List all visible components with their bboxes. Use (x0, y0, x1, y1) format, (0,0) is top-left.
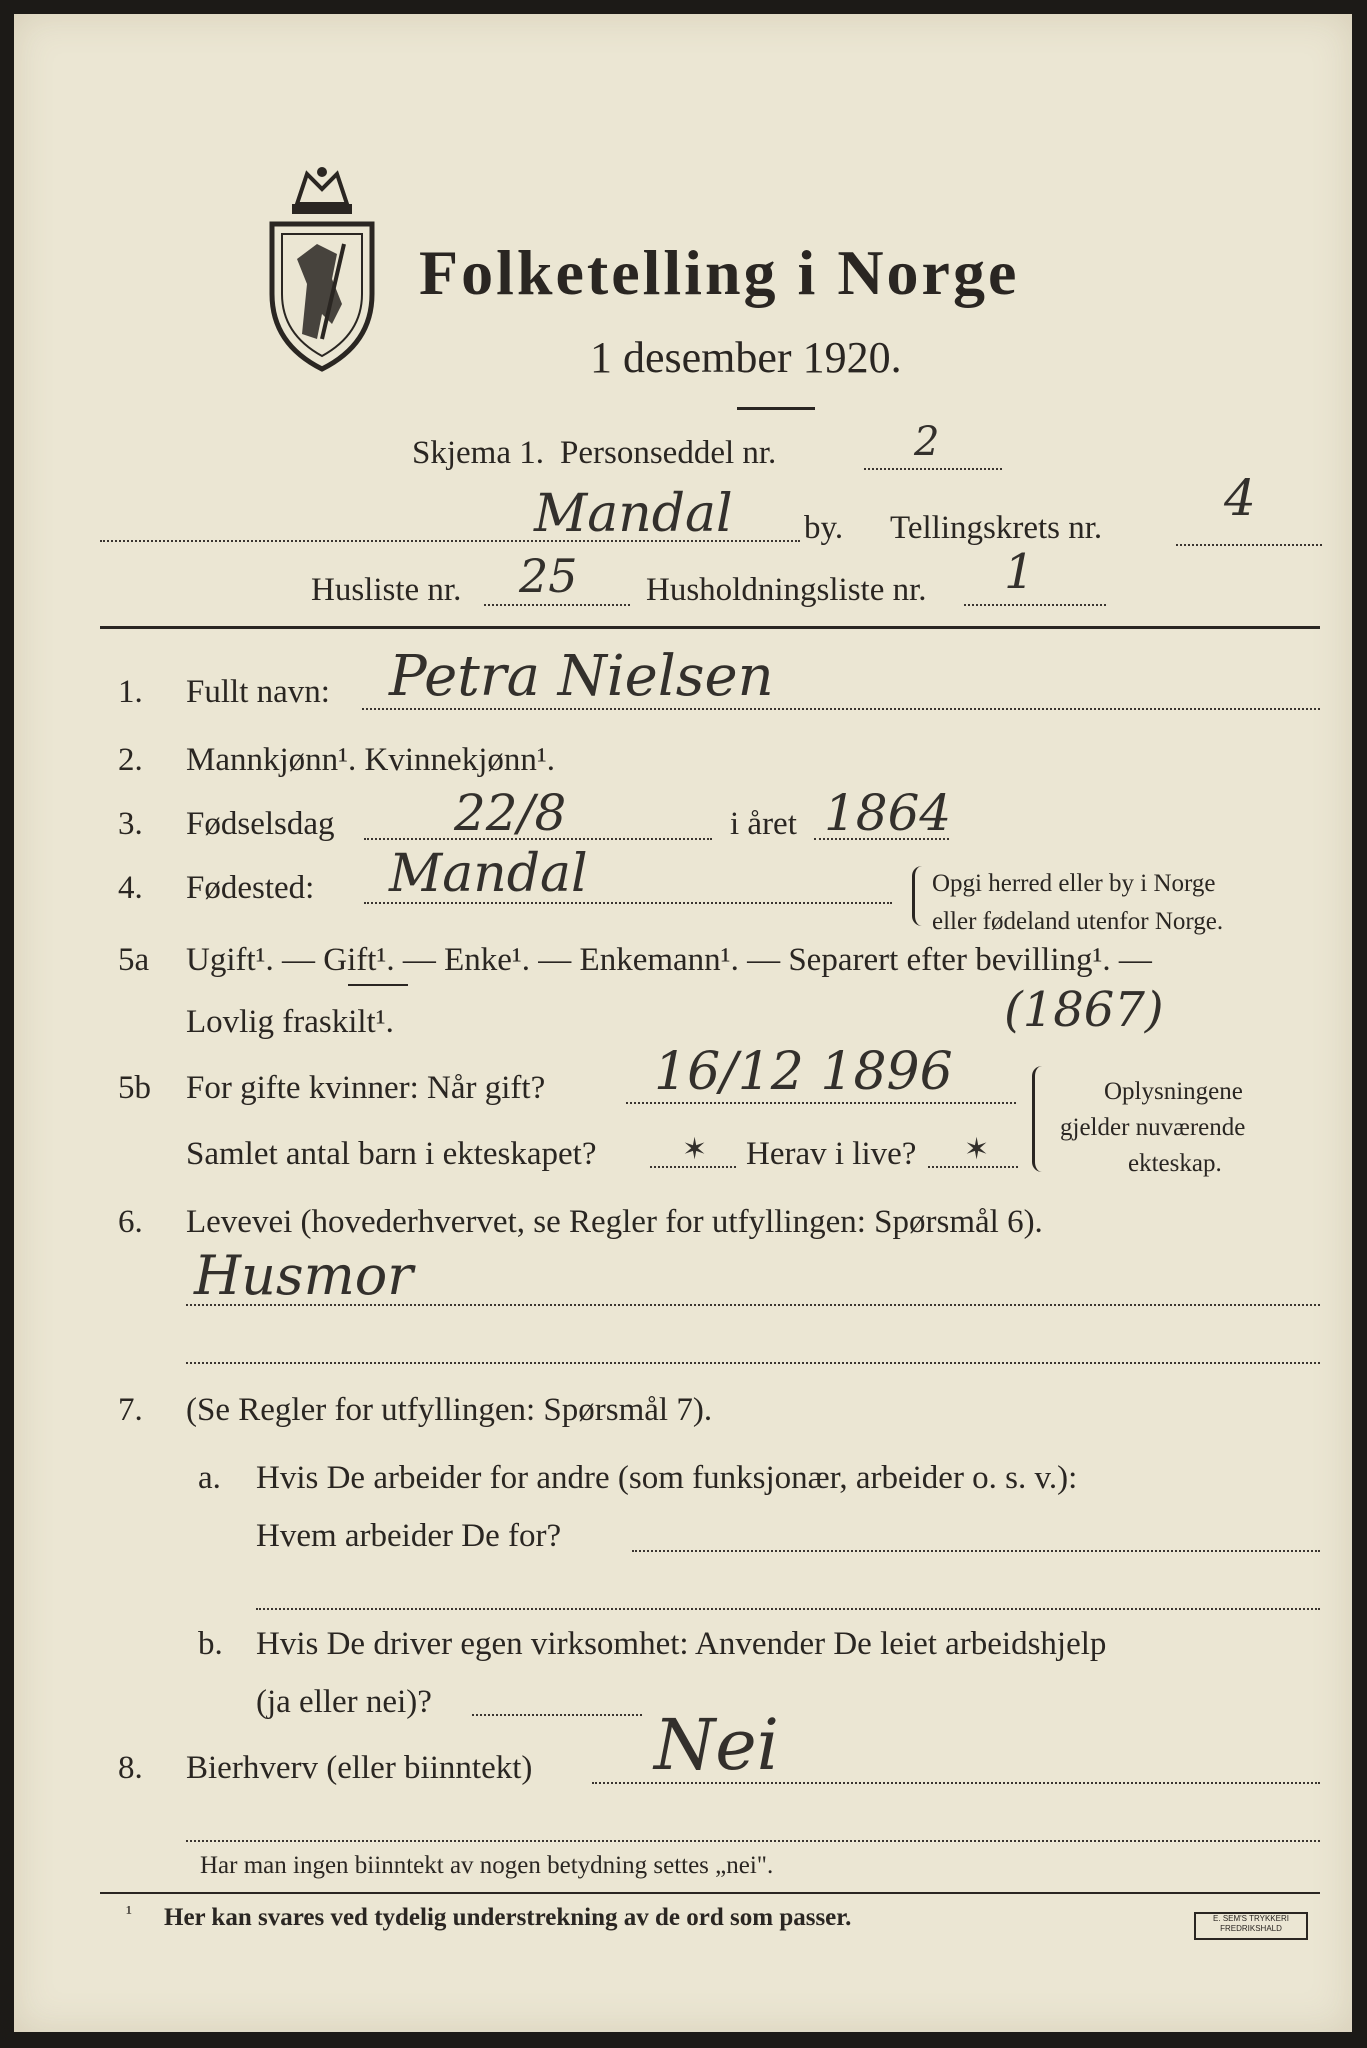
by-label: by. (804, 510, 844, 546)
q6-line2 (186, 1362, 1320, 1364)
q6-label: Levevei (hovederhvervet, se Regler for utfyllingen: Spørsmål 6). (186, 1204, 1043, 1240)
census-date: 1 desember 1920. (590, 333, 902, 382)
q3-year-value[interactable]: 1864 (824, 784, 952, 842)
q2-number: 2. (118, 742, 143, 778)
q5b-barn-value[interactable]: ✶ (682, 1132, 708, 1167)
q8-number: 8. (118, 1750, 143, 1786)
by-value[interactable]: Mandal (534, 484, 733, 544)
q5a-line1: Ugift¹. — Gift¹. — Enke¹. — Enkemann¹. — Separert efter bevilling¹. — (186, 942, 1152, 978)
q5b-note-line2: gjelder nuværende (1060, 1114, 1246, 1141)
q5b-value[interactable]: 16/12 1896 (654, 1042, 953, 1102)
coat-of-arms-emblem (262, 164, 382, 374)
personseddel-label: Personseddel nr. (560, 435, 777, 471)
q7a-line (632, 1550, 1320, 1552)
q4-note-line1: Opgi herred eller by i Norge (932, 870, 1216, 897)
q4-number: 4. (118, 870, 143, 906)
q8-label: Bierhverv (eller biinntekt) (186, 1750, 533, 1786)
q8-line-extra (186, 1840, 1320, 1842)
q5a-annotation[interactable]: (1867) (1004, 982, 1164, 1038)
q5b-note-line1: Oplysningene (1104, 1078, 1243, 1105)
footer-rule (100, 1892, 1320, 1894)
q5b-barn-label: Samlet antal barn i ekteskapet? (186, 1136, 597, 1172)
q7-label: (Se Regler for utfyllingen: Spørsmål 7). (186, 1392, 713, 1428)
q1-label: Fullt navn: (186, 674, 330, 710)
q7a-line2: Hvem arbeider De for? (256, 1518, 562, 1554)
q1-number: 1. (118, 674, 143, 710)
q5b-line (626, 1102, 1016, 1104)
header-rule (100, 626, 1320, 629)
q5b-brace (1032, 1066, 1045, 1172)
footnote-mark: ¹ (126, 1902, 132, 1924)
husliste-line (484, 604, 630, 606)
q8-value[interactable]: Nei (654, 1704, 780, 1786)
husholdning-line (964, 604, 1106, 606)
q5b-live-label: Herav i live? (746, 1136, 917, 1172)
q5b-label: For gifte kvinner: Når gift? (186, 1070, 546, 1106)
q7a-line-extra (256, 1608, 1320, 1610)
husholdning-value[interactable]: 1 (1004, 544, 1035, 600)
q6-number: 6. (118, 1204, 143, 1240)
q3-number: 3. (118, 806, 143, 842)
q2-label: Mannkjønn¹. Kvinnekjønn¹. (186, 742, 556, 778)
q5a-gift-underline (348, 984, 408, 986)
personseddel-line (864, 468, 1002, 470)
q7a-letter: a. (198, 1460, 221, 1496)
husliste-label: Husliste nr. (311, 572, 462, 608)
printer-stamp-text: E. SEM'S TRYKKERI FREDRIKSHALD (1213, 1914, 1289, 1933)
q1-value[interactable]: Petra Nielsen (389, 644, 774, 709)
husliste-value[interactable]: 25 (519, 549, 578, 603)
q6-line1 (186, 1304, 1320, 1306)
tellingskrets-label: Tellingskrets nr. (890, 510, 1103, 546)
q5b-live-value[interactable]: ✶ (964, 1132, 990, 1167)
q5b-number: 5b (118, 1070, 151, 1106)
tellingskrets-value[interactable]: 4 (1224, 469, 1256, 527)
q3-label: Fødselsdag (186, 806, 335, 842)
schema-label: Skjema 1. (412, 435, 544, 471)
personseddel-value[interactable]: 2 (914, 419, 940, 465)
footnote-text: Her kan svares ved tydelig understrekning av de ord som passer. (164, 1904, 852, 1931)
q5b-note-line3: ekteskap. (1128, 1150, 1222, 1177)
q7a-line1: Hvis De arbeider for andre (som funksjonær, arbeider o. s. v.): (256, 1460, 1078, 1496)
q3-value[interactable]: 22/8 (454, 784, 567, 842)
title-divider (737, 407, 815, 410)
tellingskrets-line (1176, 544, 1322, 546)
q4-value[interactable]: Mandal (389, 844, 588, 904)
biinntekt-note: Har man ingen biinntekt av nogen betydning settes „nei". (200, 1852, 774, 1879)
q7-number: 7. (118, 1392, 143, 1428)
q6-value[interactable]: Husmor (194, 1244, 414, 1307)
form-title: Folketelling i Norge (419, 237, 1020, 308)
q7b-letter: b. (198, 1626, 223, 1662)
q4-brace (912, 866, 925, 926)
husholdning-label: Husholdningsliste nr. (646, 572, 927, 608)
printer-stamp (1194, 1912, 1308, 1940)
q4-label: Fødested: (186, 870, 315, 906)
q5a-line2: Lovlig fraskilt¹. (186, 1004, 394, 1040)
q7b-line2: (ja eller nei)? (256, 1684, 432, 1720)
q5a-number: 5a (118, 942, 150, 978)
q4-note-line2: eller fødeland utenfor Norge. (932, 908, 1224, 935)
q7b-line1: Hvis De driver egen virksomhet: Anvender De leiet arbeidshjelp (256, 1626, 1107, 1662)
census-form (14, 14, 1352, 2032)
q3-year-label: i året (730, 806, 797, 842)
q7b-line (472, 1714, 642, 1716)
